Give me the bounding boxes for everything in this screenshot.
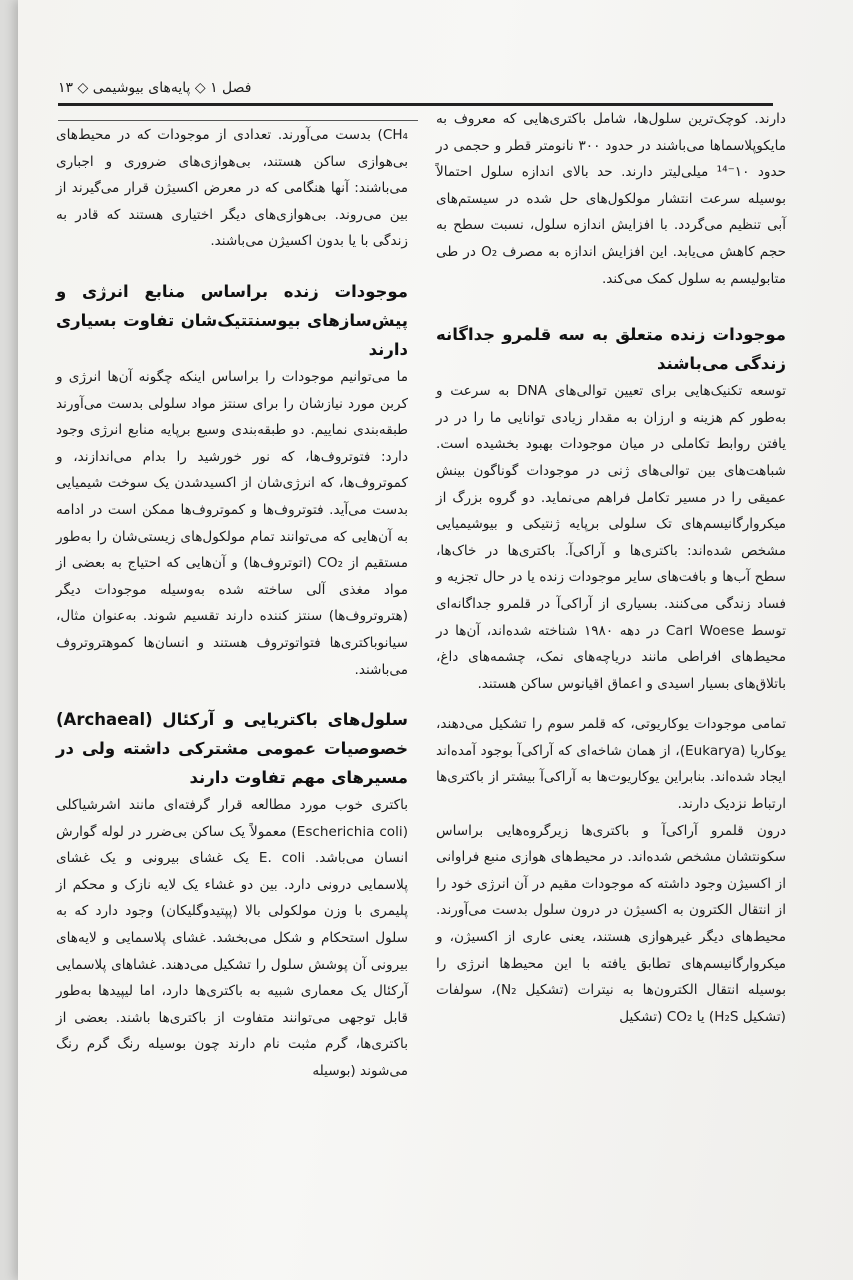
paragraph: درون قلمرو آراکی‌آ و باکتری‌ها زیرگروه‌هایی براساس سکونتشان مشخص شده‌اند. در محیط‌های هوازی منبع فراوانی از اکسیژن وجود داشته که موجودات مقیم در آن انرژی خود را از انتقال الکترون به اکسیژن در درون سلول بدست می‌آورند. محیط‌های دیگر غیرهوازی هستند، یعنی عاری از اکسیژن، و میکروارگانیسم‌های تطابق یافته با این محیط‌ها انرژی را بوسیله انتقال الکترون‌ها به نیترات (تشکیل N₂)، سولفات (تشکیل H₂S) یا CO₂ (تشکیل bbox=[436, 822, 786, 1025]
chapter-header-text: فصل ۱ ◇ پایه‌های بیوشیمی ◇ ۱۳ bbox=[58, 80, 252, 96]
section-heading: موجودات زنده متعلق به سه قلمرو جداگانه زندگی می‌باشند bbox=[436, 325, 786, 374]
paragraph: دارند. کوچک‌ترین سلول‌ها، شامل باکتری‌هایی که معروف به مایکوپلاسماها می‌باشند در حدود ۳۰۰ نانومتر قطر و حجمی در حدود ۱۰⁻¹⁴ میلی‌لیتر دارند. حد بالای اندازه سلول احتمالاً بوسیله سرعت انتشار مولکول‌های حل شده در سیستم‌های آبی تنظیم می‌گردد. با افزایش اندازه سلول، نسبت سطح به حجم کاهش می‌یابد. این افزایش اندازه به مصرف O₂ در طی متابولیسم به سلول کمک می‌کند. bbox=[436, 111, 786, 287]
section-heading: موجودات زنده براساس منابع انرژی و پیش‌سازهای بیوسنتتیک‌شان تفاوت بسیاری دارند bbox=[56, 281, 408, 359]
book-page bbox=[18, 0, 853, 1280]
paragraph: ما می‌توانیم موجودات را براساس اینکه چگونه آن‌ها انرژی و کربن مورد نیازشان را برای سنتز مواد سلولی بدست می‌آورند طبقه‌بندی نماییم. دو طبقه‌بندی وسیع برپایه منابع انرژی وجود دارد: فتوتروف‌ها، که نور خورشید را بدام می‌اندازند، و کموتروف‌ها، که انرژی‌شان از اکسیدشدن یک سوخت شیمیایی بدست می‌آید. فتوتروف‌ها و کموتروف‌ها ممکن است در ادامه به آن‌هایی که می‌توانند تمام مولکول‌های زیستی‌شان را به‌طور مستقیم از CO₂ (اتوتروف‌ها) و آن‌هایی که احتیاج به بعضی از مواد مغذی آلی ساخته شده به‌وسیله موجودات دیگر (هتروتروف‌ها) سنتز کننده دارند تقسیم شوند. به‌عنوان مثال، سیانوباکتری‌ها فتواتوتروف هستند و انسان‌ها کموهتروتروف می‌باشند. bbox=[56, 368, 408, 678]
left-column bbox=[56, 122, 408, 1085]
header-subrule bbox=[58, 120, 418, 121]
paragraph: توسعه تکنیک‌هایی برای تعیین توالی‌های DNA به سرعت و به‌طور کم هزینه و ارزان به مقدار زیادی توانایی ما را در در یافتن روابط تکاملی در میان موجودات بهبود بخشیده است. شباهت‌های بین توالی‌های ژنی در موجودات گوناگون بینش عمیقی را در مسیر تکامل فراهم می‌نماید. دو گروه بزرگ از میکروارگانیسم‌های تک سلولی برپایه ژنتیکی و بیوشیمیایی مشخص شده‌اند: باکتری‌ها و آراکی‌آ. باکتری‌ها در خاک‌ها، سطح آب‌ها و بافت‌های سایر موجودات زنده یا در حال تجزیه و فساد زندگی می‌کنند. بسیاری از آراکی‌آ در قلمرو جداگانه‌ای توسط Carl Woese در دهه ۱۹۸۰ شناخته شده‌اند، آن‌ها در محیط‌های افراطی مانند دریاچه‌های نمک، چشمه‌های داغ، باتلاق‌های بسیار اسیدی و اعماق اقیانوس ساکن هستند. bbox=[436, 383, 787, 692]
paragraph: CH₄) بدست می‌آورند. تعدادی از موجودات که در محیط‌های بی‌هوازی ساکن هستند، بی‌هوازی‌های ضروری و اجباری می‌باشند: آنها هنگامی که در معرض اکسیژن قرار می‌گیرند از بین می‌روند. بی‌هوازی‌های دیگر اختیاری هستند که قادر به زندگی با یا بدون اکسیژن می‌باشند. bbox=[56, 127, 408, 250]
paragraph: باکتری خوب مورد مطالعه قرار گرفته‌ای مانند اشرشیاکلی (Escherichia coli) معمولاً یک ساکن بی‌ضرر در لوله گوارش انسان می‌باشد. E. coli یک غشای بیرونی و یک غشای پلاسمایی درونی دارد. بین دو غشاء یک لایه نازک و محکم از پلیمری با وزن مولکولی بالا (پپتیدوگلیکان) وجود دارد که به سلول استحکام و شکل می‌بخشد. غشای پلاسمایی و لایه‌های بیرونی آن پوشش سلول را تشکیل می‌دهند. غشاهای پلاسمایی آرکئال یک معماری شبیه به باکتری‌ها دارد، اما لیپیدها به‌طور قابل توجهی می‌توانند متفاوت از باکتری‌ها باشند. بعضی از باکتری‌ها، گرم مثبت نام دارند چون بوسیله رنگ گرم رنگ می‌شوند (بوسیله bbox=[56, 797, 408, 1080]
paragraph: تمامی موجودات یوکاریوتی، که قلمر سوم را تشکیل می‌دهند، یوکاریا (Eukarya)، از همان شاخه‌ای که آراکی‌آ بوجود آمده‌اند ایجاد شده‌اند. بنابراین یوکاریوت‌ها به آراکی‌آ بیشتر از باکتری‌ها ارتباط نزدیک دارند. bbox=[436, 716, 786, 813]
section-heading: سلول‌های باکتریایی و آرکئال (Archaeal) خصوصیات عمومی مشترکی داشته ولی در مسیرهای مهم تفاوت دارند bbox=[56, 710, 408, 788]
right-column bbox=[436, 106, 786, 1030]
